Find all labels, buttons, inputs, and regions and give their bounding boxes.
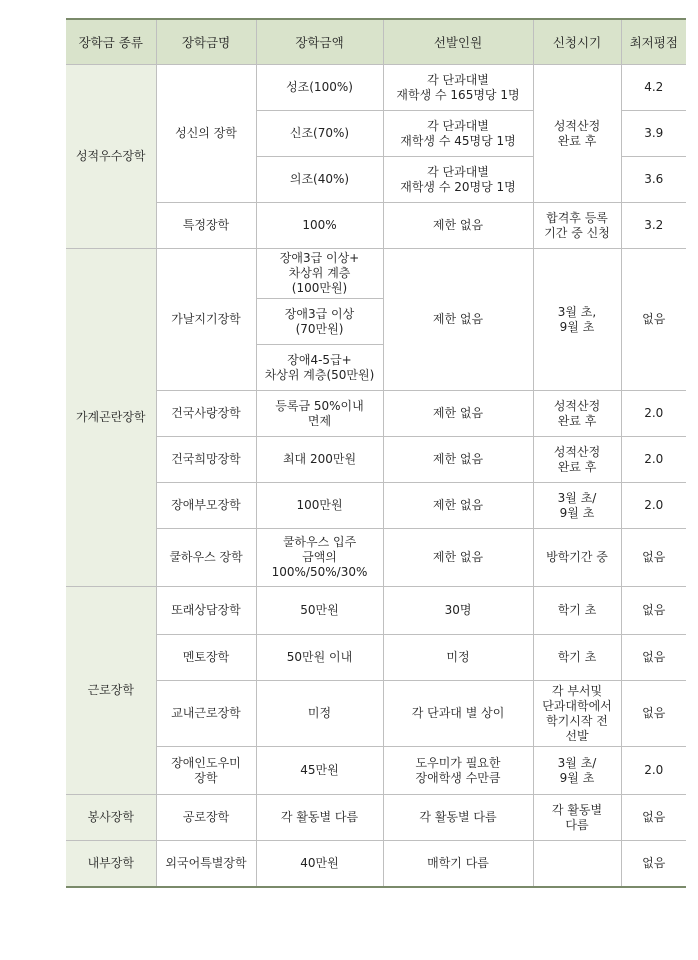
quota-cell: 제한 없음 <box>383 391 533 437</box>
period-cell: 학기 초 <box>533 635 621 681</box>
gpa-cell: 없음 <box>621 635 686 681</box>
gpa-cell: 없음 <box>621 841 686 887</box>
period-cell: 각 부서및 단과대학에서 학기시작 전 선발 <box>533 681 621 747</box>
scholarship-table <box>66 18 686 888</box>
quota-cell: 각 단과대별 재학생 수 20명당 1명 <box>383 157 533 203</box>
amount-cell: 신조(70%) <box>256 111 383 157</box>
quota-cell: 각 단과대 별 상이 <box>383 681 533 747</box>
gpa-cell: 없음 <box>621 249 686 391</box>
gpa-cell: 3.6 <box>621 157 686 203</box>
scholarship-name-cell: 멘토장학 <box>156 635 256 681</box>
quota-cell: 30명 <box>383 587 533 635</box>
quota-cell: 미정 <box>383 635 533 681</box>
period-cell: 성적산정 완료 후 <box>533 391 621 437</box>
scholarship-name-cell: 장애부모장학 <box>156 483 256 529</box>
category-cell: 근로장학 <box>66 587 156 795</box>
period-cell: 성적산정 완료 후 <box>533 437 621 483</box>
amount-cell: 성조(100%) <box>256 65 383 111</box>
table-row <box>66 391 686 437</box>
quota-cell: 각 활동별 다름 <box>383 795 533 841</box>
table-row <box>66 249 686 299</box>
gpa-cell: 2.0 <box>621 747 686 795</box>
gpa-cell: 4.2 <box>621 65 686 111</box>
amount-cell: 의조(40%) <box>256 157 383 203</box>
amount-cell: 등록금 50%이내 면제 <box>256 391 383 437</box>
gpa-cell: 없음 <box>621 529 686 587</box>
quota-cell: 제한 없음 <box>383 483 533 529</box>
header-gpa: 최저평점 <box>621 19 686 65</box>
quota-cell: 매학기 다름 <box>383 841 533 887</box>
header-quota: 선발인원 <box>383 19 533 65</box>
gpa-cell: 2.0 <box>621 483 686 529</box>
table-row <box>66 437 686 483</box>
period-cell: 학기 초 <box>533 587 621 635</box>
period-cell: 3월 초, 9월 초 <box>533 249 621 391</box>
quota-cell: 제한 없음 <box>383 437 533 483</box>
period-cell: 3월 초/ 9월 초 <box>533 483 621 529</box>
amount-cell: 100만원 <box>256 483 383 529</box>
period-cell: 각 활동별 다름 <box>533 795 621 841</box>
header-row <box>66 19 686 65</box>
gpa-cell: 없음 <box>621 795 686 841</box>
amount-cell: 쿨하우스 입주 금액의 100%/50%/30% <box>256 529 383 587</box>
period-cell: 3월 초/ 9월 초 <box>533 747 621 795</box>
header-type: 장학금 종류 <box>66 19 156 65</box>
table-row <box>66 681 686 747</box>
period-cell <box>533 841 621 887</box>
scholarship-name-cell: 또래상담장학 <box>156 587 256 635</box>
category-cell: 성적우수장학 <box>66 65 156 249</box>
scholarship-name-cell: 성신의 장학 <box>156 65 256 203</box>
header-amount: 장학금액 <box>256 19 383 65</box>
table-row <box>66 841 686 887</box>
scholarship-name-cell: 교내근로장학 <box>156 681 256 747</box>
period-cell: 성적산정 완료 후 <box>533 65 621 203</box>
table-row <box>66 795 686 841</box>
quota-cell: 각 단과대별 재학생 수 165명당 1명 <box>383 65 533 111</box>
scholarship-name-cell: 건국희망장학 <box>156 437 256 483</box>
period-cell: 방학기간 중 <box>533 529 621 587</box>
quota-cell: 도우미가 필요한 장애학생 수만큼 <box>383 747 533 795</box>
amount-cell: 최대 200만원 <box>256 437 383 483</box>
amount-cell: 50만원 <box>256 587 383 635</box>
category-cell: 가계곤란장학 <box>66 249 156 587</box>
table-row <box>66 65 686 111</box>
quota-cell: 제한 없음 <box>383 249 533 391</box>
gpa-cell: 3.2 <box>621 203 686 249</box>
scholarship-name-cell: 가날지기장학 <box>156 249 256 391</box>
amount-cell: 각 활동별 다름 <box>256 795 383 841</box>
table-row <box>66 635 686 681</box>
amount-cell: 장애3급 이상 (70만원) <box>256 299 383 345</box>
table-row <box>66 203 686 249</box>
amount-cell: 미정 <box>256 681 383 747</box>
amount-cell: 100% <box>256 203 383 249</box>
header-period: 신청시기 <box>533 19 621 65</box>
amount-cell: 45만원 <box>256 747 383 795</box>
scholarship-name-cell: 장애인도우미 장학 <box>156 747 256 795</box>
amount-cell: 50만원 이내 <box>256 635 383 681</box>
gpa-cell: 없음 <box>621 587 686 635</box>
scholarship-name-cell: 외국어특별장학 <box>156 841 256 887</box>
quota-cell: 각 단과대별 재학생 수 45명당 1명 <box>383 111 533 157</box>
header-name: 장학금명 <box>156 19 256 65</box>
gpa-cell: 없음 <box>621 681 686 747</box>
amount-cell: 장애3급 이상+ 차상위 계층 (100만원) <box>256 249 383 299</box>
table-row <box>66 747 686 795</box>
scholarship-name-cell: 쿨하우스 장학 <box>156 529 256 587</box>
scholarship-name-cell: 특정장학 <box>156 203 256 249</box>
gpa-cell: 2.0 <box>621 437 686 483</box>
table-row <box>66 529 686 587</box>
category-cell: 봉사장학 <box>66 795 156 841</box>
scholarship-name-cell: 공로장학 <box>156 795 256 841</box>
scholarship-name-cell: 건국사랑장학 <box>156 391 256 437</box>
gpa-cell: 2.0 <box>621 391 686 437</box>
table-row <box>66 483 686 529</box>
amount-cell: 장애4-5급+ 차상위 계층(50만원) <box>256 345 383 391</box>
category-cell: 내부장학 <box>66 841 156 887</box>
quota-cell: 제한 없음 <box>383 203 533 249</box>
period-cell: 합격후 등록 기간 중 신청 <box>533 203 621 249</box>
table-row <box>66 587 686 635</box>
amount-cell: 40만원 <box>256 841 383 887</box>
quota-cell: 제한 없음 <box>383 529 533 587</box>
gpa-cell: 3.9 <box>621 111 686 157</box>
